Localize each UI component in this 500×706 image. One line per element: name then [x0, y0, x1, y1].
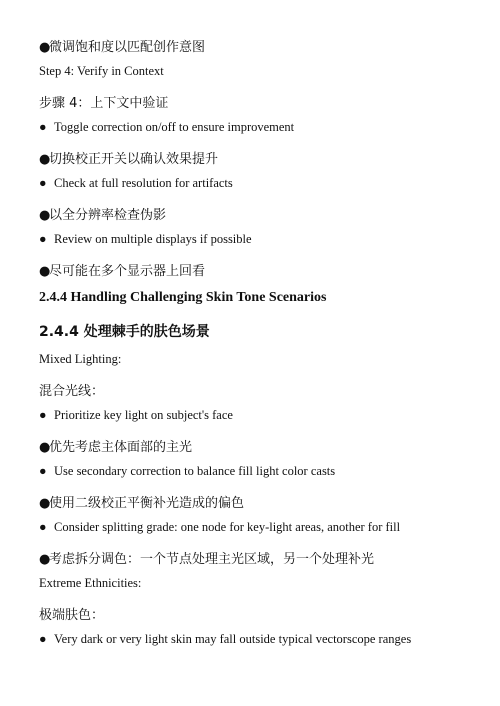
list-item [39, 408, 233, 423]
list-item-text: 使用二级校正平衡补光造成的偏色 [49, 496, 245, 511]
paragraph [39, 604, 104, 623]
list-item [39, 36, 205, 55]
bullet-icon: ● [39, 552, 51, 567]
bullet-icon: ● [39, 496, 51, 511]
list-item [39, 176, 233, 191]
list-item [39, 120, 294, 135]
list-item-text: Consider splitting grade: one node for key-light areas, another for fill [54, 520, 401, 534]
paragraph-text: Extreme Ethnicities: [39, 576, 142, 590]
bullet-icon: ● [39, 152, 51, 167]
paragraph-text: 混合光线： [39, 384, 105, 399]
list-item [39, 436, 192, 455]
list-item [39, 492, 244, 511]
section-heading-text: 2.4.4 处理棘手的肤色场景 [39, 324, 210, 340]
bullet-icon: ● [39, 232, 47, 246]
bullet-icon: ● [39, 408, 47, 422]
section-heading-text: 2.4.4 Handling Challenging Skin Tone Scenarios [39, 290, 327, 305]
list-item [39, 632, 411, 647]
list-item [39, 520, 400, 535]
paragraph-text: Mixed Lighting: [39, 352, 122, 366]
list-item-text: 尽可能在多个显示器上回看 [49, 264, 206, 279]
list-item-text: Prioritize key light on subject's face [54, 408, 233, 422]
list-item [39, 464, 335, 479]
list-item-text: 微调饱和度以匹配创作意图 [49, 40, 206, 55]
bullet-icon: ● [39, 520, 47, 534]
section-heading [39, 290, 326, 306]
paragraph [39, 352, 121, 367]
bullet-icon: ● [39, 120, 47, 134]
list-item-text: Very dark or very light skin may fall outside typical vectorscope ranges [54, 632, 412, 646]
section-heading [39, 321, 210, 341]
list-item [39, 204, 166, 223]
bullet-icon: ● [39, 208, 51, 223]
paragraph [39, 576, 141, 591]
bullet-icon: ● [39, 264, 51, 279]
bullet-icon: ● [39, 40, 51, 55]
bullet-icon: ● [39, 632, 47, 646]
paragraph [39, 64, 164, 79]
list-item-text: 考虑拆分调色：一个节点处理主光区域，另一个处理补光 [49, 552, 375, 567]
list-item [39, 260, 205, 279]
list-item-text: Review on multiple displays if possible [54, 232, 252, 246]
bullet-icon: ● [39, 464, 47, 478]
paragraph [39, 92, 168, 111]
paragraph-text: 步骤 4：上下文中验证 [39, 96, 169, 111]
paragraph-text: Step 4: Verify in Context [39, 64, 164, 78]
list-item-text: Toggle correction on/off to ensure improvement [54, 120, 295, 134]
list-item-text: 切换校正开关以确认效果提升 [49, 152, 219, 167]
list-item [39, 548, 374, 567]
list-item-text: 优先考虑主体面部的主光 [49, 440, 193, 455]
list-item-text: Use secondary correction to balance fill light color casts [54, 464, 336, 478]
list-item [39, 148, 218, 167]
paragraph [39, 380, 104, 399]
list-item-text: Check at full resolution for artifacts [54, 176, 233, 190]
paragraph-text: 极端肤色： [39, 608, 105, 623]
bullet-icon: ● [39, 440, 51, 455]
list-item [39, 232, 252, 247]
bullet-icon: ● [39, 176, 47, 190]
list-item-text: 以全分辨率检查伪影 [49, 208, 167, 223]
